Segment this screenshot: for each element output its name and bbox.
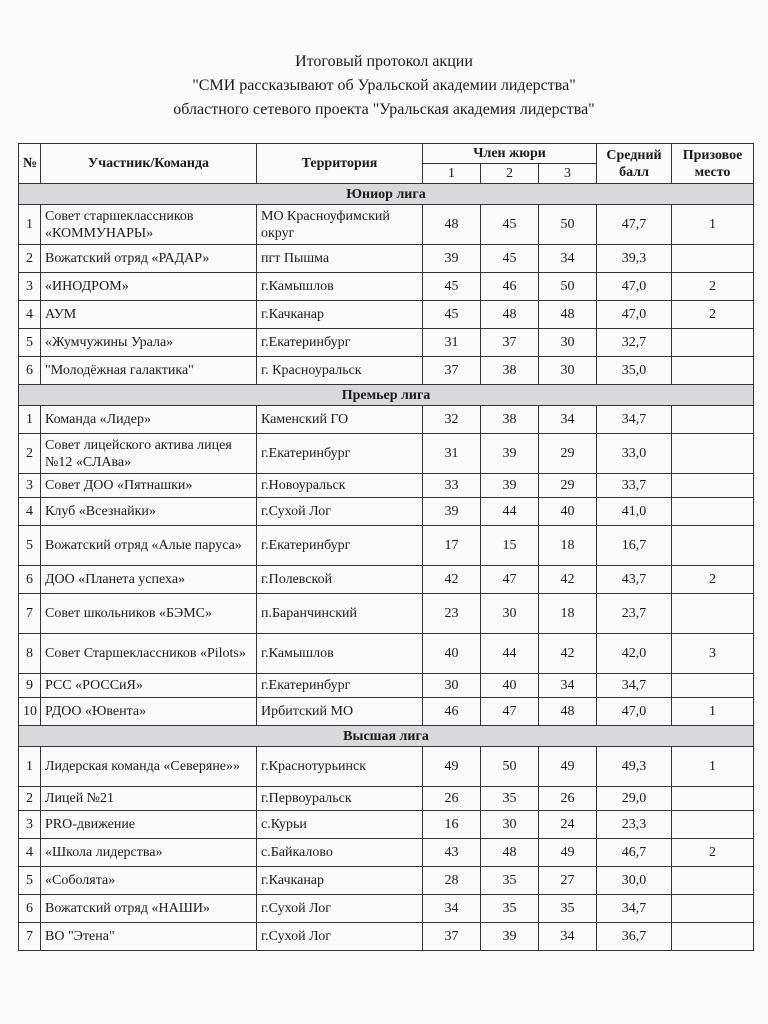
jury-score-1: 39 bbox=[423, 498, 481, 526]
jury-score-2: 44 bbox=[481, 634, 539, 674]
jury-score-1: 37 bbox=[423, 923, 481, 951]
jury-score-1: 32 bbox=[423, 406, 481, 434]
jury-score-2: 35 bbox=[481, 867, 539, 895]
territory: г.Качканар bbox=[257, 301, 423, 329]
team-name: Команда «Лидер» bbox=[41, 406, 257, 434]
territory: п.Баранчинский bbox=[257, 594, 423, 634]
territory: г.Сухой Лог bbox=[257, 498, 423, 526]
row-number: 6 bbox=[19, 895, 41, 923]
header-jury: Член жюри bbox=[423, 144, 597, 164]
prize-place: 1 bbox=[672, 205, 754, 245]
jury-score-3: 50 bbox=[539, 273, 597, 301]
prize-place: 2 bbox=[672, 566, 754, 594]
results-table bbox=[18, 143, 754, 951]
jury-score-2: 45 bbox=[481, 205, 539, 245]
jury-score-1: 46 bbox=[423, 698, 481, 726]
row-number: 2 bbox=[19, 787, 41, 811]
average-score: 29,0 bbox=[597, 787, 672, 811]
territory: г.Камышлов bbox=[257, 273, 423, 301]
jury-score-3: 34 bbox=[539, 406, 597, 434]
jury-score-3: 42 bbox=[539, 566, 597, 594]
average-score: 34,7 bbox=[597, 406, 672, 434]
jury-score-3: 27 bbox=[539, 867, 597, 895]
jury-score-2: 48 bbox=[481, 839, 539, 867]
jury-score-1: 40 bbox=[423, 634, 481, 674]
jury-score-1: 26 bbox=[423, 787, 481, 811]
territory: г.Екатеринбург bbox=[257, 329, 423, 357]
jury-score-3: 26 bbox=[539, 787, 597, 811]
row-number: 9 bbox=[19, 674, 41, 698]
team-name: «Жумчужины Урала» bbox=[41, 329, 257, 357]
team-name: Лидерская команда «Северяне»» bbox=[41, 747, 257, 787]
jury-score-1: 31 bbox=[423, 434, 481, 474]
territory: г.Сухой Лог bbox=[257, 895, 423, 923]
document-title bbox=[0, 50, 768, 122]
header-jury-2: 2 bbox=[481, 164, 539, 184]
jury-score-3: 29 bbox=[539, 474, 597, 498]
team-name: PRO-движение bbox=[41, 811, 257, 839]
prize-place bbox=[672, 526, 754, 566]
team-name: «Школа лидерства» bbox=[41, 839, 257, 867]
jury-score-3: 34 bbox=[539, 245, 597, 273]
header-territory: Территория bbox=[257, 144, 423, 184]
jury-score-1: 34 bbox=[423, 895, 481, 923]
territory: г.Сухой Лог bbox=[257, 923, 423, 951]
team-name: Совет ДОО «Пятнашки» bbox=[41, 474, 257, 498]
average-score: 47,0 bbox=[597, 698, 672, 726]
territory: г.Екатеринбург bbox=[257, 434, 423, 474]
row-number: 4 bbox=[19, 839, 41, 867]
jury-score-3: 50 bbox=[539, 205, 597, 245]
league-name: Высшая лига bbox=[19, 726, 754, 747]
average-score: 47,7 bbox=[597, 205, 672, 245]
table-row bbox=[19, 787, 754, 811]
jury-score-2: 50 bbox=[481, 747, 539, 787]
table-row bbox=[19, 301, 754, 329]
jury-score-2: 40 bbox=[481, 674, 539, 698]
prize-place bbox=[672, 474, 754, 498]
average-score: 47,0 bbox=[597, 273, 672, 301]
prize-place bbox=[672, 895, 754, 923]
team-name: РДОО «Ювента» bbox=[41, 698, 257, 726]
jury-score-3: 34 bbox=[539, 923, 597, 951]
average-score: 33,7 bbox=[597, 474, 672, 498]
table-row bbox=[19, 923, 754, 951]
table-row bbox=[19, 811, 754, 839]
team-name: «ИНОДРОМ» bbox=[41, 273, 257, 301]
average-score: 32,7 bbox=[597, 329, 672, 357]
table-row bbox=[19, 434, 754, 474]
table-row bbox=[19, 406, 754, 434]
jury-score-2: 15 bbox=[481, 526, 539, 566]
jury-score-3: 35 bbox=[539, 895, 597, 923]
jury-score-3: 18 bbox=[539, 526, 597, 566]
row-number: 5 bbox=[19, 329, 41, 357]
jury-score-3: 49 bbox=[539, 747, 597, 787]
jury-score-1: 49 bbox=[423, 747, 481, 787]
prize-place bbox=[672, 811, 754, 839]
prize-place bbox=[672, 245, 754, 273]
row-number: 5 bbox=[19, 867, 41, 895]
territory: Каменский ГО bbox=[257, 406, 423, 434]
average-score: 34,7 bbox=[597, 895, 672, 923]
league-header-row bbox=[19, 184, 754, 205]
row-number: 1 bbox=[19, 205, 41, 245]
row-number: 2 bbox=[19, 434, 41, 474]
average-score: 43,7 bbox=[597, 566, 672, 594]
jury-score-1: 16 bbox=[423, 811, 481, 839]
table-row bbox=[19, 674, 754, 698]
team-name: Совет Старшеклассников «Pilots» bbox=[41, 634, 257, 674]
row-number: 7 bbox=[19, 594, 41, 634]
prize-place bbox=[672, 434, 754, 474]
table-row bbox=[19, 895, 754, 923]
row-number: 3 bbox=[19, 273, 41, 301]
table-row bbox=[19, 526, 754, 566]
table-row bbox=[19, 474, 754, 498]
prize-place: 2 bbox=[672, 839, 754, 867]
row-number: 4 bbox=[19, 498, 41, 526]
average-score: 34,7 bbox=[597, 674, 672, 698]
territory: пгт Пышма bbox=[257, 245, 423, 273]
prize-place bbox=[672, 406, 754, 434]
jury-score-2: 46 bbox=[481, 273, 539, 301]
title-line-2: "СМИ рассказывают об Уральской академии лидерства" bbox=[192, 77, 576, 94]
jury-score-3: 30 bbox=[539, 329, 597, 357]
row-number: 10 bbox=[19, 698, 41, 726]
row-number: 1 bbox=[19, 406, 41, 434]
jury-score-2: 39 bbox=[481, 434, 539, 474]
table-row bbox=[19, 566, 754, 594]
table-row bbox=[19, 839, 754, 867]
average-score: 23,3 bbox=[597, 811, 672, 839]
row-number: 8 bbox=[19, 634, 41, 674]
territory: г.Первоуральск bbox=[257, 787, 423, 811]
team-name: Лицей №21 bbox=[41, 787, 257, 811]
team-name: ВО "Этена" bbox=[41, 923, 257, 951]
team-name: Вожатский отряд «НАШИ» bbox=[41, 895, 257, 923]
table-row bbox=[19, 747, 754, 787]
territory: с.Байкалово bbox=[257, 839, 423, 867]
title-line-3: областного сетевого проекта "Уральская академия лидерства" bbox=[173, 101, 595, 118]
jury-score-2: 30 bbox=[481, 594, 539, 634]
prize-place: 1 bbox=[672, 747, 754, 787]
jury-score-1: 45 bbox=[423, 273, 481, 301]
team-name: АУМ bbox=[41, 301, 257, 329]
header-jury-3: 3 bbox=[539, 164, 597, 184]
jury-score-2: 38 bbox=[481, 406, 539, 434]
row-number: 5 bbox=[19, 526, 41, 566]
row-number: 3 bbox=[19, 474, 41, 498]
territory: г.Екатеринбург bbox=[257, 674, 423, 698]
prize-place: 2 bbox=[672, 273, 754, 301]
jury-score-3: 40 bbox=[539, 498, 597, 526]
jury-score-2: 48 bbox=[481, 301, 539, 329]
territory: г.Краснотурьинск bbox=[257, 747, 423, 787]
prize-place bbox=[672, 867, 754, 895]
jury-score-1: 33 bbox=[423, 474, 481, 498]
table-row bbox=[19, 273, 754, 301]
territory: г. Красноуральск bbox=[257, 357, 423, 385]
header-avg: Средний балл bbox=[597, 144, 672, 184]
team-name: Вожатский отряд «Алые паруса» bbox=[41, 526, 257, 566]
territory: Ирбитский МО bbox=[257, 698, 423, 726]
territory: с.Курьи bbox=[257, 811, 423, 839]
average-score: 30,0 bbox=[597, 867, 672, 895]
jury-score-2: 39 bbox=[481, 923, 539, 951]
jury-score-3: 48 bbox=[539, 301, 597, 329]
league-header-row bbox=[19, 726, 754, 747]
territory: г.Екатеринбург bbox=[257, 526, 423, 566]
jury-score-3: 18 bbox=[539, 594, 597, 634]
jury-score-2: 35 bbox=[481, 895, 539, 923]
team-name: Совет лицейского актива лицея №12 «СЛАва» bbox=[41, 434, 257, 474]
jury-score-2: 35 bbox=[481, 787, 539, 811]
table-row bbox=[19, 698, 754, 726]
team-name: "Молодёжная галактика" bbox=[41, 357, 257, 385]
jury-score-3: 34 bbox=[539, 674, 597, 698]
average-score: 16,7 bbox=[597, 526, 672, 566]
jury-score-1: 43 bbox=[423, 839, 481, 867]
jury-score-3: 42 bbox=[539, 634, 597, 674]
jury-score-1: 23 bbox=[423, 594, 481, 634]
jury-score-3: 24 bbox=[539, 811, 597, 839]
table-row bbox=[19, 357, 754, 385]
territory: г.Полевской bbox=[257, 566, 423, 594]
jury-score-1: 42 bbox=[423, 566, 481, 594]
jury-score-2: 47 bbox=[481, 566, 539, 594]
jury-score-1: 37 bbox=[423, 357, 481, 385]
team-name: Совет старшеклассников «КОММУНАРЫ» bbox=[41, 205, 257, 245]
jury-score-3: 48 bbox=[539, 698, 597, 726]
prize-place bbox=[672, 923, 754, 951]
header-num: № bbox=[19, 144, 41, 184]
table-row bbox=[19, 498, 754, 526]
team-name: Вожатский отряд «РАДАР» bbox=[41, 245, 257, 273]
jury-score-2: 45 bbox=[481, 245, 539, 273]
jury-score-3: 29 bbox=[539, 434, 597, 474]
header-team: Участник/Команда bbox=[41, 144, 257, 184]
jury-score-1: 31 bbox=[423, 329, 481, 357]
jury-score-3: 30 bbox=[539, 357, 597, 385]
header-jury-1: 1 bbox=[423, 164, 481, 184]
table-row bbox=[19, 205, 754, 245]
table-row bbox=[19, 594, 754, 634]
average-score: 33,0 bbox=[597, 434, 672, 474]
jury-score-1: 48 bbox=[423, 205, 481, 245]
team-name: РСС «РОССиЯ» bbox=[41, 674, 257, 698]
team-name: Совет школьников «БЭМС» bbox=[41, 594, 257, 634]
average-score: 39,3 bbox=[597, 245, 672, 273]
prize-place bbox=[672, 357, 754, 385]
territory: г.Камышлов bbox=[257, 634, 423, 674]
table-body bbox=[19, 184, 754, 951]
jury-score-2: 37 bbox=[481, 329, 539, 357]
average-score: 46,7 bbox=[597, 839, 672, 867]
prize-place bbox=[672, 498, 754, 526]
jury-score-2: 38 bbox=[481, 357, 539, 385]
table-row bbox=[19, 245, 754, 273]
jury-score-1: 45 bbox=[423, 301, 481, 329]
jury-score-1: 39 bbox=[423, 245, 481, 273]
jury-score-1: 28 bbox=[423, 867, 481, 895]
prize-place bbox=[672, 329, 754, 357]
row-number: 2 bbox=[19, 245, 41, 273]
title-line-1: Итоговый протокол акции bbox=[295, 53, 473, 70]
jury-score-2: 39 bbox=[481, 474, 539, 498]
territory: г.Качканар bbox=[257, 867, 423, 895]
prize-place: 3 bbox=[672, 634, 754, 674]
average-score: 35,0 bbox=[597, 357, 672, 385]
row-number: 4 bbox=[19, 301, 41, 329]
table-row bbox=[19, 329, 754, 357]
average-score: 23,7 bbox=[597, 594, 672, 634]
average-score: 41,0 bbox=[597, 498, 672, 526]
jury-score-2: 30 bbox=[481, 811, 539, 839]
territory: г.Новоуральск bbox=[257, 474, 423, 498]
row-number: 6 bbox=[19, 566, 41, 594]
table-row bbox=[19, 867, 754, 895]
prize-place bbox=[672, 594, 754, 634]
row-number: 1 bbox=[19, 747, 41, 787]
table-row bbox=[19, 634, 754, 674]
average-score: 42,0 bbox=[597, 634, 672, 674]
prize-place: 2 bbox=[672, 301, 754, 329]
team-name: ДОО «Планета успеха» bbox=[41, 566, 257, 594]
prize-place: 1 bbox=[672, 698, 754, 726]
territory: МО Красноуфимский округ bbox=[257, 205, 423, 245]
league-header-row bbox=[19, 385, 754, 406]
league-name: Юниор лига bbox=[19, 184, 754, 205]
jury-score-2: 47 bbox=[481, 698, 539, 726]
jury-score-2: 44 bbox=[481, 498, 539, 526]
average-score: 47,0 bbox=[597, 301, 672, 329]
row-number: 3 bbox=[19, 811, 41, 839]
prize-place bbox=[672, 787, 754, 811]
jury-score-3: 49 bbox=[539, 839, 597, 867]
jury-score-1: 30 bbox=[423, 674, 481, 698]
prize-place bbox=[672, 674, 754, 698]
team-name: «Соболята» bbox=[41, 867, 257, 895]
average-score: 36,7 bbox=[597, 923, 672, 951]
row-number: 7 bbox=[19, 923, 41, 951]
team-name: Клуб «Всезнайки» bbox=[41, 498, 257, 526]
league-name: Премьер лига bbox=[19, 385, 754, 406]
row-number: 6 bbox=[19, 357, 41, 385]
jury-score-1: 17 bbox=[423, 526, 481, 566]
average-score: 49,3 bbox=[597, 747, 672, 787]
header-place: Призовое место bbox=[672, 144, 754, 184]
